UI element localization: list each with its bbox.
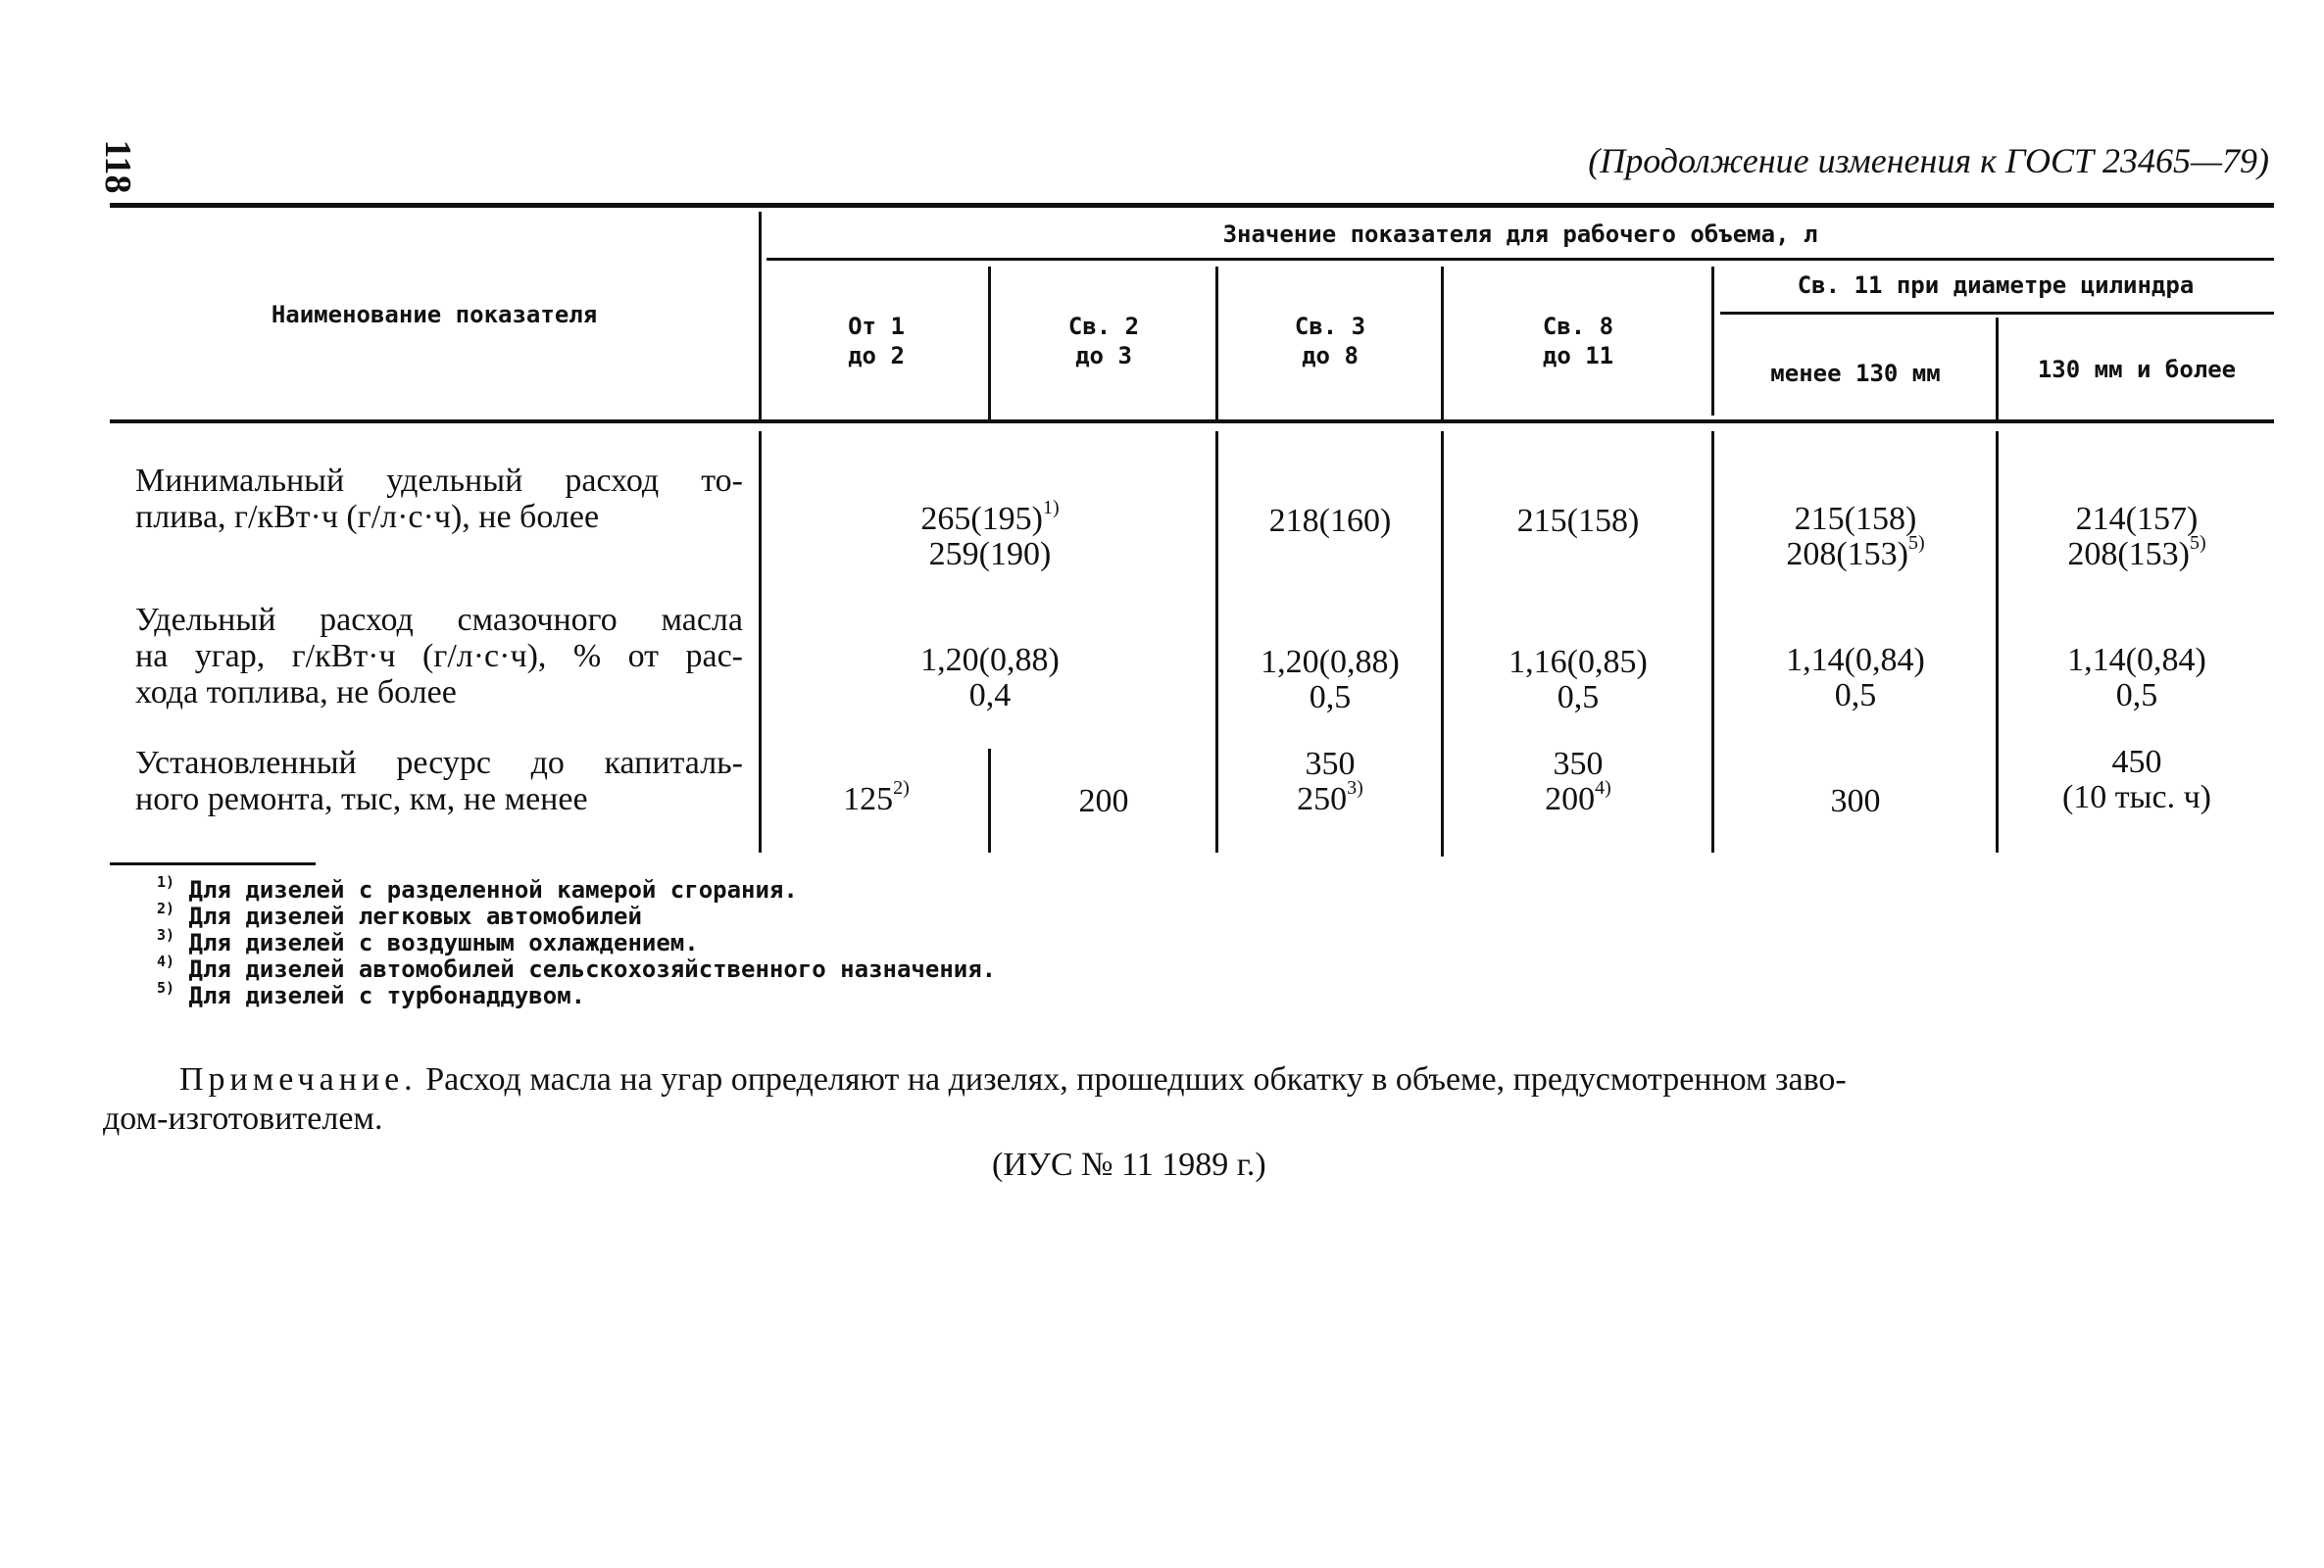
body-divider-2	[1215, 431, 1218, 853]
body-divider-4	[1711, 431, 1714, 853]
row3-col6: 450 (10 тыс. ч)	[2061, 744, 2212, 815]
footnote-1: $^{1)}$ Для дизелей с разделенной камерой сгорания.	[157, 873, 798, 904]
note-label: Примечание.	[179, 1061, 418, 1098]
page-number: 118	[97, 139, 138, 194]
row2-col12: 1,20(0,88) 0,4	[920, 642, 1060, 713]
row2-col6: 1,14(0,84) 0,5	[2067, 642, 2206, 713]
header-col-5: менее 130 мм	[1770, 360, 1941, 387]
table-row-name-1: Минимальный удельный расход то- плива, г/кВт·ч (г/л·с·ч), не более	[135, 463, 743, 535]
body-divider-name	[759, 431, 762, 853]
row3-col3: 350 250$^{3)}$	[1297, 746, 1363, 817]
body-divider-3	[1441, 431, 1444, 857]
table-top-rule	[110, 203, 2274, 208]
row1-col6: 214(157) $208(153)^{5)}$	[2067, 501, 2206, 572]
footnote-3: $^{3)}$ Для дизелей с воздушным охлаждением.	[157, 926, 699, 956]
header-subgroup-rule	[1720, 312, 2274, 315]
row2-col3: 1,20(0,88) 0,5	[1261, 644, 1400, 715]
header-divider-name	[759, 212, 762, 421]
header-divider-4	[1711, 267, 1714, 416]
header-divider-3	[1441, 267, 1444, 421]
row2-col5: 1,14(0,84) 0,5	[1786, 642, 1925, 713]
table-row-name-3: Установленный ресурс до капиталь- ного ремонта, тыс, км, не менее	[135, 745, 743, 817]
row3-col4: 350 200$^{4)}$	[1545, 746, 1611, 817]
header-col-3: Св. 3 до 8	[1294, 313, 1366, 369]
header-group: Значение показателя для рабочего объема, л	[1222, 220, 1818, 248]
header-group-rule	[766, 258, 2274, 261]
row1-col12: $265(195)^{1)}$ 259(190)	[920, 496, 1060, 572]
footnote-5: $^{5)}$ Для дизелей с турбонаддувом.	[157, 979, 586, 1009]
note-paragraph: Примечание. Расход масла на угар определяют на дизелях, прошедших обкатку в объеме, предусмотренном заво- дом-изготовителем.	[103, 1061, 1847, 1137]
row1-col4: 215(158)	[1516, 503, 1640, 539]
header-bottom-rule	[110, 419, 2274, 423]
header-divider-5	[1996, 318, 1999, 421]
header-col-6: 130 мм и более	[2037, 356, 2237, 383]
header-subgroup: Св. 11 при диаметре цилиндра	[1797, 271, 2195, 299]
table-row-name-2: Удельный расход смазочного масла на угар, г/кВт·ч (г/л·с·ч), % от рас- хода топлива, не более	[135, 602, 743, 710]
header-divider-2	[1215, 267, 1218, 421]
footnote-4: $^{4)}$ Для дизелей автомобилей сельскохозяйственного назначения.	[157, 953, 997, 983]
header-col-4: Св. 8 до 11	[1542, 313, 1614, 369]
body-divider-5	[1996, 431, 1999, 853]
footnote-2: $^{2)}$ Для дизелей легковых автомобилей	[157, 900, 642, 930]
ius-reference: (ИУС № 11 1989 г.)	[992, 1147, 1266, 1183]
footnote-rule	[110, 862, 316, 865]
row3-col2: 200	[1078, 783, 1129, 819]
body-divider-1-row3	[988, 749, 991, 853]
header-divider-1	[988, 267, 991, 421]
row3-col5: 300	[1830, 783, 1881, 819]
header-col-1: От 1 до 2	[848, 313, 905, 369]
row1-col3: 218(160)	[1268, 503, 1392, 539]
running-head: (Продолжение изменения к ГОСТ 23465—79)	[1588, 141, 2269, 180]
row1-col5: 215(158) $208(153)^{5)}$	[1786, 501, 1925, 572]
row2-col4: 1,16(0,85) 0,5	[1508, 644, 1648, 715]
header-col-2: Св. 2 до 3	[1067, 313, 1140, 369]
row3-col1: 125$^{2)}$	[843, 776, 910, 817]
header-name: Наименование показателя	[271, 301, 598, 328]
